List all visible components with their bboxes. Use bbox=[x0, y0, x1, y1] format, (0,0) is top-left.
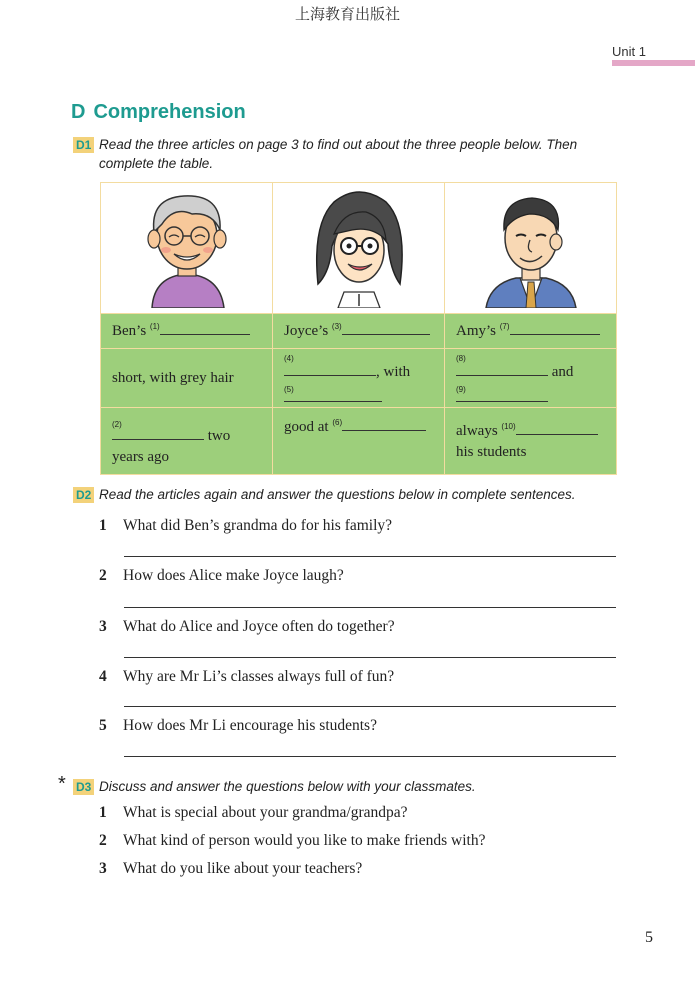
grandma-desc-cell: short, with grey hair bbox=[101, 349, 273, 408]
d3-question-1 bbox=[99, 804, 408, 822]
answer-line-4[interactable] bbox=[124, 706, 616, 707]
table-row-2 bbox=[101, 349, 617, 408]
section-letter: D bbox=[71, 101, 86, 123]
good-at-text: good at bbox=[284, 419, 329, 435]
question-number: 2 bbox=[99, 567, 107, 584]
d2-badge: D2 bbox=[73, 487, 94, 503]
question-number: 3 bbox=[99, 618, 107, 635]
table-picture-row bbox=[101, 183, 617, 314]
d2-question-5 bbox=[99, 717, 377, 735]
d1-instruction-line1: Read the three articles on page 3 to find out about the three people below. Then bbox=[99, 137, 578, 152]
amy-desc-cell bbox=[445, 349, 617, 408]
question-text: What kind of person would you like to make friends with? bbox=[123, 832, 486, 849]
and-text: and bbox=[551, 364, 574, 380]
amy-cell bbox=[445, 314, 617, 349]
question-text: What do you like about your teachers? bbox=[123, 860, 363, 877]
section-title bbox=[71, 101, 246, 124]
question-text: How does Mr Li encourage his students? bbox=[123, 717, 377, 734]
blank-num-1: (1) bbox=[149, 322, 160, 331]
question-text: Why are Mr Li’s classes always full of fun? bbox=[123, 668, 395, 685]
blank-num-7: (7) bbox=[499, 322, 510, 331]
ben-cell bbox=[101, 314, 273, 349]
d2-question-4 bbox=[99, 668, 394, 686]
answer-blank-4[interactable] bbox=[284, 363, 376, 376]
grandma-portrait-icon bbox=[132, 184, 242, 308]
d1-badge-wrap bbox=[73, 136, 94, 154]
unit-label: Unit 1 bbox=[612, 44, 646, 59]
blank-num-2: (2) bbox=[112, 419, 122, 429]
teacher-cell bbox=[445, 183, 617, 314]
with-text: , with bbox=[376, 364, 411, 380]
answer-line-5[interactable] bbox=[124, 756, 616, 757]
d3-badge: D3 bbox=[73, 779, 94, 795]
d3-badge-wrap bbox=[73, 778, 94, 796]
question-text: What did Ben’s grandma do for his family? bbox=[123, 517, 393, 534]
d3-instruction: Discuss and answer the questions below with your classmates. bbox=[99, 779, 476, 794]
publisher-name: 上海教育出版社 bbox=[294, 5, 400, 23]
girl-with-glasses-portrait-icon bbox=[304, 184, 414, 308]
answer-blank-8[interactable] bbox=[456, 363, 548, 376]
d2-question-1 bbox=[99, 517, 392, 535]
question-number: 3 bbox=[99, 860, 107, 877]
question-text: How does Alice make Joyce laugh? bbox=[123, 567, 344, 584]
answer-line-3[interactable] bbox=[124, 657, 616, 658]
grandma-when-cell bbox=[101, 408, 273, 475]
question-text: What is special about your grandma/grandpa? bbox=[123, 804, 408, 821]
d1-instruction bbox=[99, 135, 619, 173]
comprehension-table bbox=[100, 182, 617, 475]
joyce-label: Joyce’s bbox=[284, 323, 329, 339]
his-students-text: his students bbox=[456, 443, 527, 460]
always-text: always bbox=[456, 422, 498, 439]
d2-question-3 bbox=[99, 618, 395, 636]
question-number: 2 bbox=[99, 832, 107, 849]
d1-badge: D1 bbox=[73, 137, 94, 153]
d2-question-2 bbox=[99, 567, 344, 585]
two-text: two bbox=[207, 427, 231, 444]
answer-blank-7[interactable] bbox=[510, 322, 600, 335]
amy-always-cell bbox=[445, 408, 617, 475]
blank-num-3: (3) bbox=[331, 322, 342, 331]
page-number: 5 bbox=[645, 929, 653, 946]
blank-num-9: (9) bbox=[456, 385, 466, 394]
d2-instruction: Read the articles again and answer the questions below in complete sentences. bbox=[99, 487, 576, 502]
question-number: 1 bbox=[99, 517, 107, 534]
optional-star-icon: * bbox=[58, 773, 66, 795]
joyce-name-cell bbox=[273, 314, 445, 349]
table-row-3 bbox=[101, 408, 617, 475]
answer-blank-1[interactable] bbox=[160, 322, 250, 335]
blank-num-4: (4) bbox=[284, 354, 294, 363]
joyce-desc-cell bbox=[273, 349, 445, 408]
ben-label: Ben’s bbox=[112, 323, 147, 339]
section-name: Comprehension bbox=[93, 101, 246, 123]
unit-color-bar bbox=[612, 60, 695, 66]
answer-blank-9[interactable] bbox=[456, 389, 548, 402]
amy-label: Amy’s bbox=[456, 323, 497, 339]
blank-num-8: (8) bbox=[456, 354, 466, 363]
answer-line-1[interactable] bbox=[124, 556, 616, 557]
question-number: 1 bbox=[99, 804, 107, 821]
answer-blank-2[interactable] bbox=[112, 427, 204, 440]
table-row-names bbox=[101, 314, 617, 349]
answer-blank-3[interactable] bbox=[342, 322, 430, 335]
question-number: 4 bbox=[99, 668, 107, 685]
question-text: What do Alice and Joyce often do together? bbox=[123, 618, 395, 635]
blank-num-6: (6) bbox=[332, 418, 343, 427]
blank-num-10: (10) bbox=[501, 421, 516, 431]
teacher-portrait-icon bbox=[476, 184, 586, 308]
d3-question-2 bbox=[99, 832, 485, 850]
joyce-good-at-cell bbox=[273, 408, 445, 475]
joyce-cell bbox=[273, 183, 445, 314]
answer-blank-6[interactable] bbox=[342, 418, 426, 431]
d3-question-3 bbox=[99, 860, 362, 878]
d2-badge-wrap bbox=[73, 486, 94, 504]
answer-blank-10[interactable] bbox=[516, 422, 598, 435]
grandma-cell bbox=[101, 183, 273, 314]
question-number: 5 bbox=[99, 717, 107, 734]
years-ago-text: years ago bbox=[112, 448, 170, 465]
answer-line-2[interactable] bbox=[124, 607, 616, 608]
blank-num-5: (5) bbox=[284, 385, 294, 394]
answer-blank-5[interactable] bbox=[284, 389, 382, 402]
d1-instruction-line2: complete the table. bbox=[99, 156, 214, 171]
